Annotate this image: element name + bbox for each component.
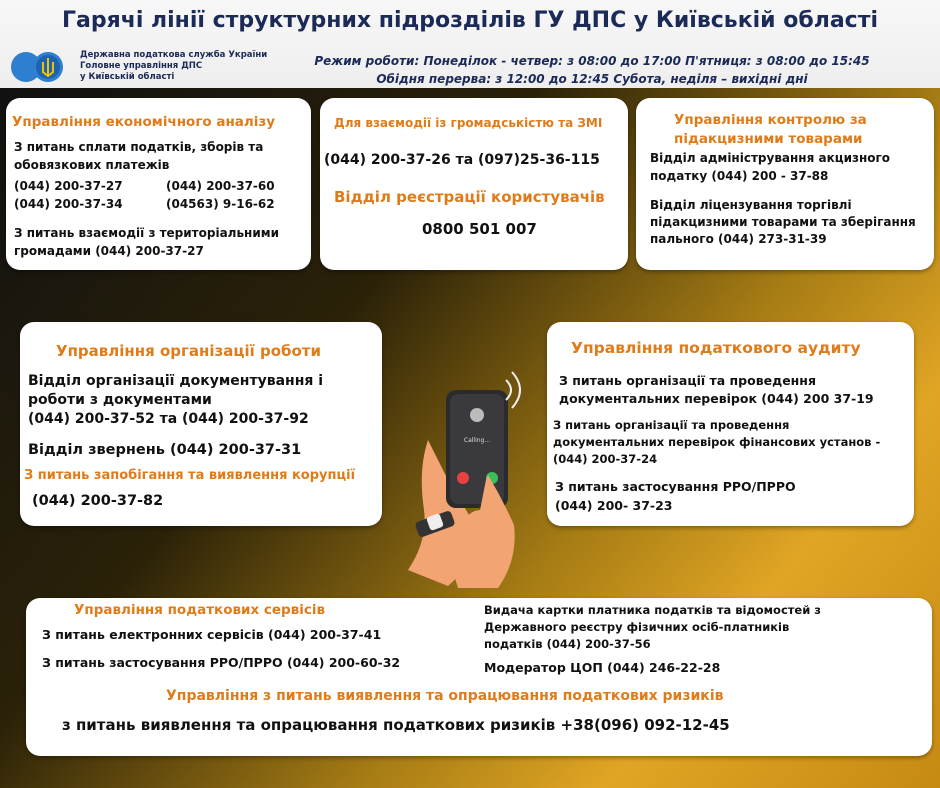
econ-text: обовязкових платежів (14, 158, 170, 172)
econ-text: З питань сплати податків, зборів та (14, 140, 264, 154)
card-tax-services (26, 598, 932, 756)
org-text: Відділ звернень (044) 200-37-31 (28, 442, 302, 458)
econ-text: З питань взаємодії з територіальними (14, 226, 279, 240)
econ-phone: (044) 200-37-27 (14, 179, 123, 193)
card-excise-control (636, 98, 934, 270)
econ-phone: (04563) 9-16-62 (166, 197, 275, 211)
public-heading: Для взаємодії із громадськістю та ЗМІ (334, 116, 603, 130)
card-tax-audit (547, 322, 914, 526)
risk-line: з питань виявлення та опрацювання податкових ризиків +38(096) 092-12-45 (62, 716, 730, 734)
excise-heading: Управління контролю за (674, 112, 867, 128)
services-heading: Управління податкових сервісів (74, 602, 326, 618)
logo-emblem-icon (10, 50, 74, 84)
excise-heading: підакцизними товарами (674, 131, 863, 147)
econ-phone: (044) 200-37-60 (166, 179, 275, 193)
page-title: Гарячі лінії структурних підрозділів ГУ ДПС у Київській області (61, 8, 879, 33)
org-text: роботи з документами (28, 392, 212, 408)
services-text: податків (044) 200-37-56 (484, 637, 651, 651)
services-text: З питань застосування РРО/ПРРО (044) 200-60-32 (42, 655, 401, 670)
excise-text: пального (044) 273-31-39 (650, 232, 827, 246)
audit-text: документальних перевірок фінансових установ - (553, 435, 881, 449)
excise-text: податку (044) 200 - 37-88 (650, 169, 829, 183)
audit-text: (044) 200-37-24 (553, 452, 658, 466)
decline-call-icon (457, 472, 469, 484)
services-text: Модератор ЦОП (044) 246-22-28 (484, 660, 721, 675)
excise-text: підакцизними товарами та зберігання (650, 215, 916, 229)
econ-text: громадами (044) 200-37-27 (14, 244, 204, 258)
audit-text: документальних перевірок (044) 200 37-19 (559, 391, 874, 406)
econ-phone: (044) 200-37-34 (14, 197, 123, 211)
registration-phone: 0800 501 007 (422, 220, 537, 238)
logo-text: Державна податкова служба України Головне управління ДПС у Київській області (80, 50, 268, 82)
econ-heading: Управління економічного аналізу (12, 114, 276, 130)
excise-text: Відділ ліцензування торгівлі (650, 198, 852, 212)
excise-text: Відділ адміністрування акцизного (650, 151, 891, 165)
corruption-heading: З питань запобігання та виявлення корупції (24, 468, 356, 483)
audit-text: (044) 200- 37-23 (555, 498, 673, 513)
corruption-phone: (044) 200-37-82 (32, 493, 164, 509)
services-text: З питань електронних сервісів (044) 200-37-41 (42, 627, 382, 642)
audit-text: З питань організації та проведення (553, 418, 790, 432)
audit-text: З питань організації та проведення (559, 373, 816, 388)
card-public-relations (320, 98, 628, 270)
phone-hand-illustration (388, 360, 548, 590)
org-heading: Управління організації роботи (56, 342, 321, 360)
card-work-organization (20, 322, 382, 526)
audit-text: З питань застосування РРО/ПРРО (555, 479, 796, 494)
card-economic-analysis (6, 98, 311, 270)
audit-heading: Управління податкового аудиту (571, 339, 861, 357)
org-text: (044) 200-37-52 та (044) 200-37-92 (28, 411, 309, 427)
services-text: Державного реєстру фізичних осіб-платників (484, 620, 790, 634)
services-text: Видача картки платника податків та відомостей з (484, 603, 821, 617)
public-phones: (044) 200-37-26 та (097)25-36-115 (324, 152, 600, 168)
working-hours: Режим роботи: Понеділок - четвер: з 08:00 до 17:00 П'ятниця: з 08:00 до 15:45 Обідня перерва: з 12:00 до 12:45 Субота, неділя – вихідні дні (314, 54, 870, 86)
risk-heading: Управління з питань виявлення та опрацювання податкових ризиків (166, 688, 724, 704)
registration-heading: Відділ реєстрації користувачів (334, 188, 605, 206)
org-text: Відділ організації документування і (28, 373, 324, 389)
phone-screen-label: Calling... (463, 437, 491, 444)
